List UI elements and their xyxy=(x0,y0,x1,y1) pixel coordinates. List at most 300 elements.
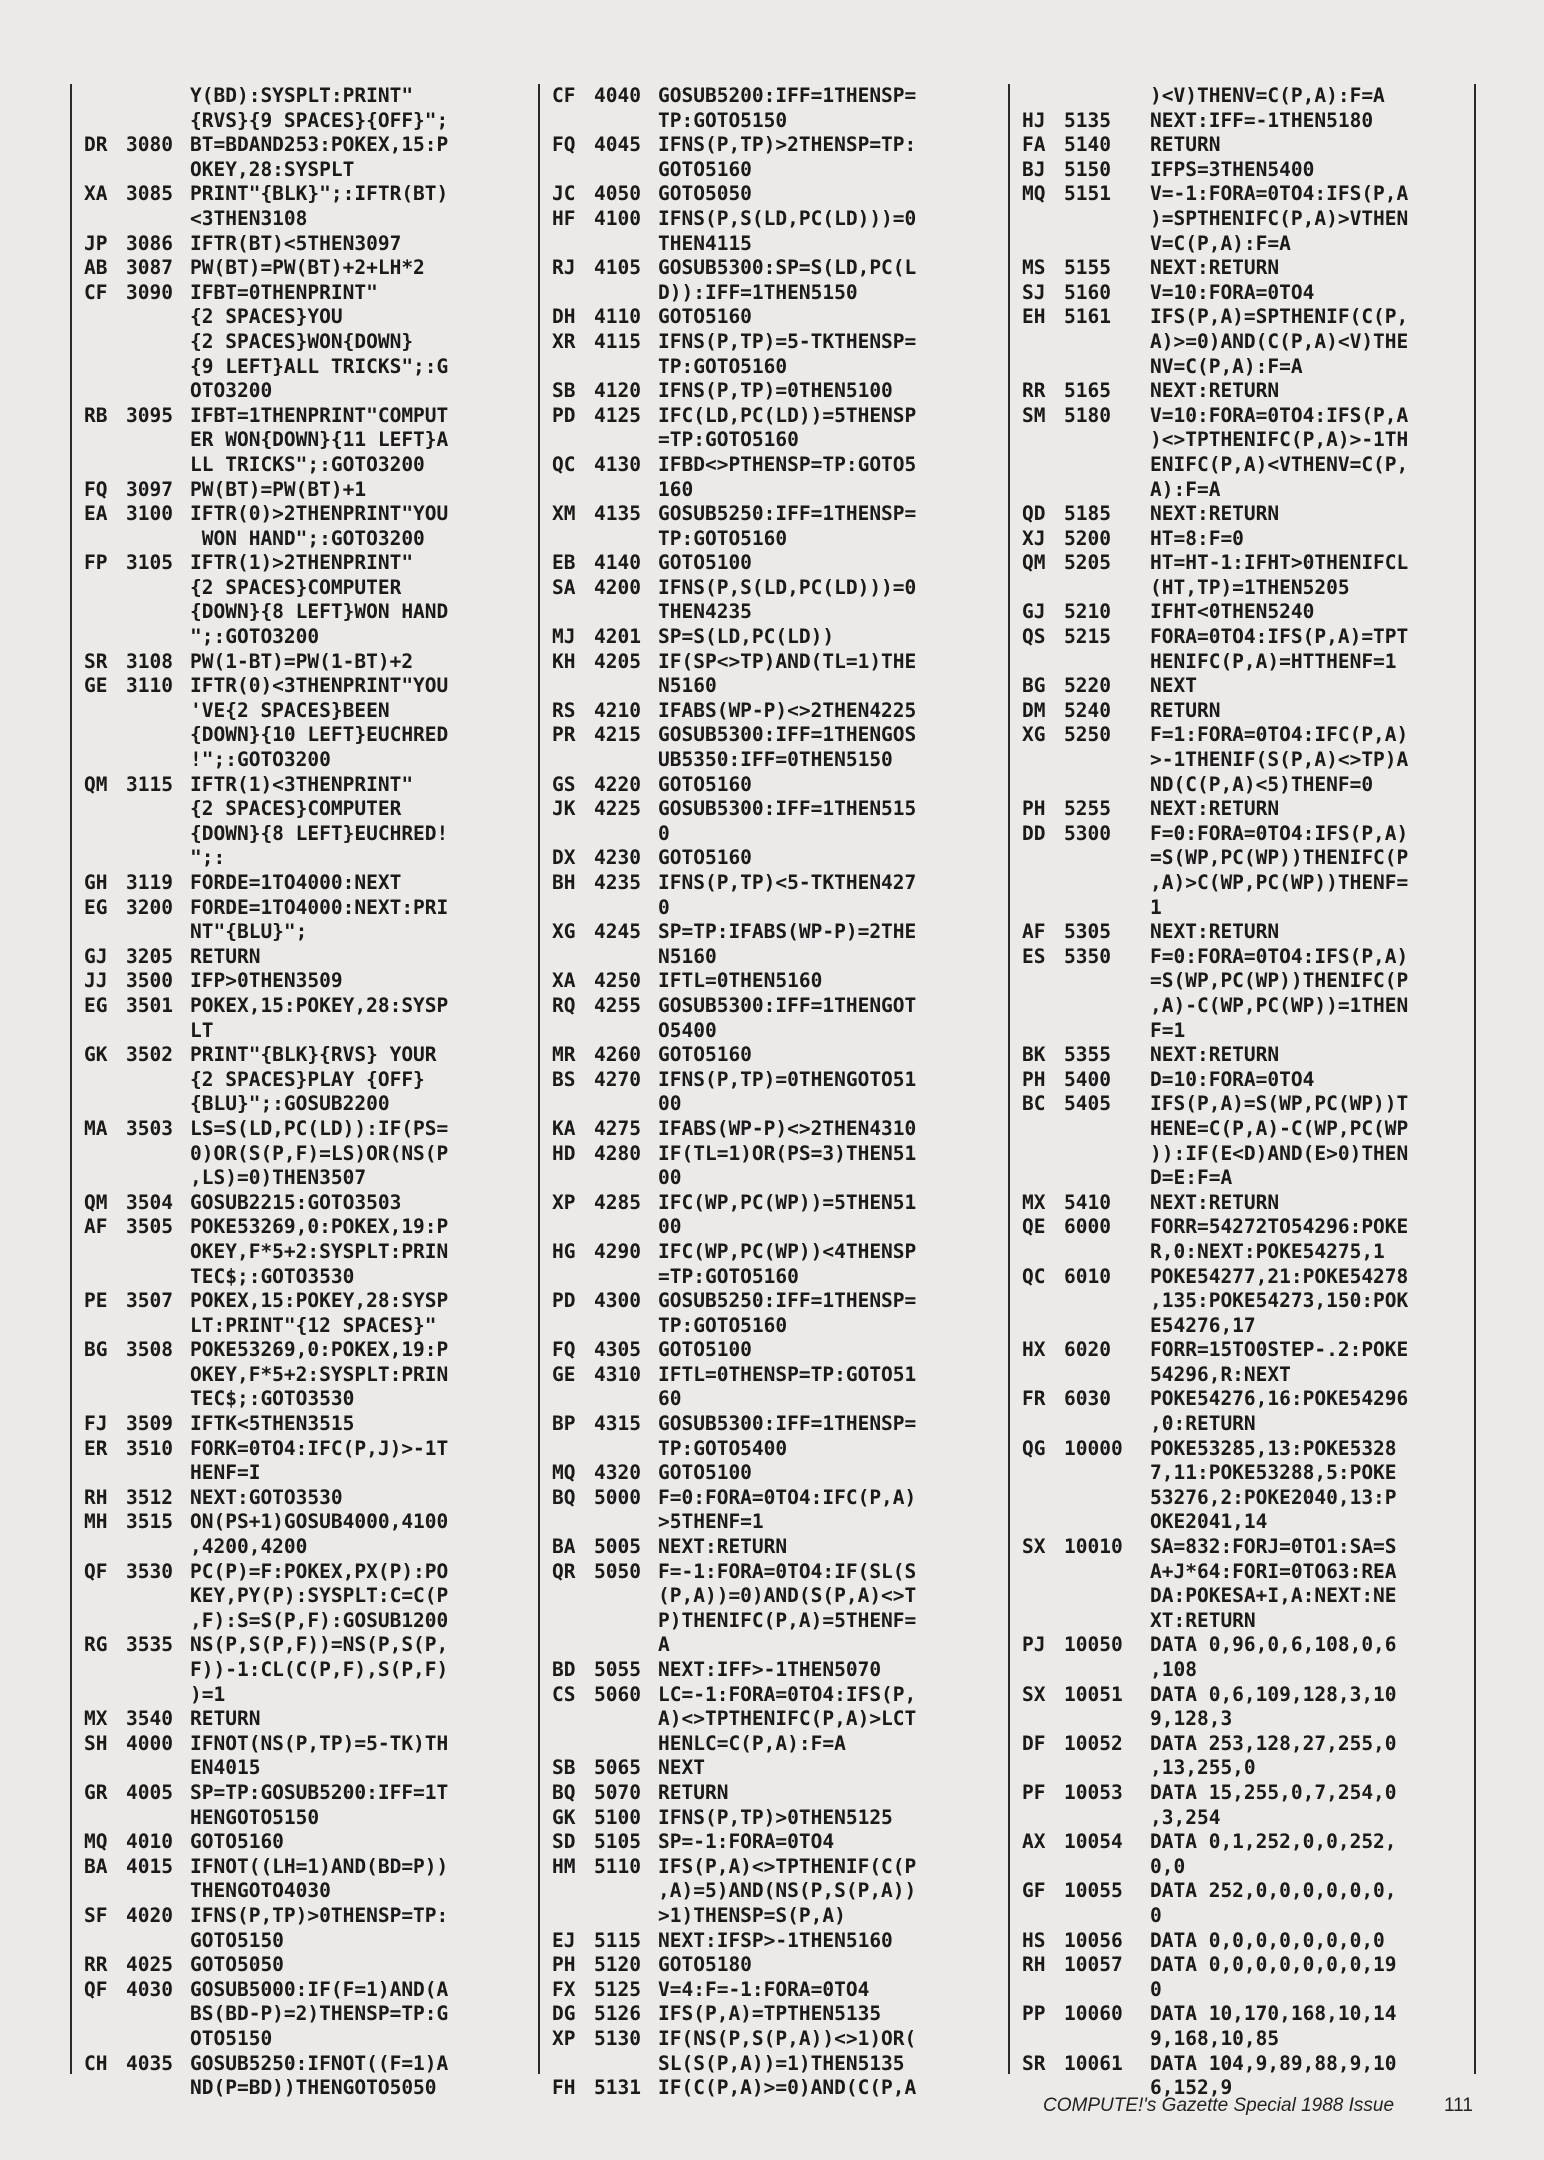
checksum-code: BA xyxy=(552,1535,576,1559)
listing-line xyxy=(552,84,992,133)
basic-statement: GOTO5180 xyxy=(658,1953,752,1977)
checksum-code: KH xyxy=(552,649,576,673)
basic-statement: IFNS(P,TP)<5-TKTHEN427 0 xyxy=(658,871,917,919)
basic-statement: IFS(P,A)=S(WP,PC(WP))T HENE=C(P,A)-C(WP,PC(WP )):IF(E<D)AND(E>0)THEN D=E:F=A xyxy=(1150,1092,1409,1190)
checksum-code: EA xyxy=(84,502,108,526)
basic-statement: DATA 0,0,0,0,0,0,0,19 0 xyxy=(1150,1953,1397,2001)
line-number: 4010 xyxy=(126,1830,173,1854)
column-rule-1 xyxy=(538,84,540,2074)
line-number: 3105 xyxy=(126,551,173,575)
line-number: 4030 xyxy=(126,1977,173,2001)
listing-line xyxy=(552,1117,992,1142)
basic-statement: POKE53269,0:POKEX,19:P OKEY,F*5+2:SYSPLT:PRIN TEC$;:GOTO3530 xyxy=(190,1215,449,1288)
checksum-code: SR xyxy=(1022,2051,1046,2075)
basic-statement: FORDE=1TO4000:NEXT xyxy=(190,871,402,894)
listing-column-1 xyxy=(84,84,524,2101)
checksum-code: RH xyxy=(1022,1953,1046,1977)
checksum-code: XG xyxy=(552,920,576,944)
basic-statement: F=0:FORA=0TO4:IFC(P,A) >5THENF=1 xyxy=(658,1485,917,1534)
column-rule-2 xyxy=(1008,84,1010,2074)
basic-statement: PW(BT)=PW(BT)+2+LH*2 xyxy=(190,256,425,280)
basic-statement: NEXT xyxy=(658,1756,705,1780)
line-number: 3508 xyxy=(126,1338,173,1362)
line-number: 5200 xyxy=(1064,526,1111,550)
line-number: 5220 xyxy=(1064,674,1111,698)
basic-statement: IFTR(1)>2THENPRINT" {2 SPACES}COMPUTER {DOWN}{8 LEFT}WON HAND ";:GOTO3200 xyxy=(190,551,449,649)
line-number: 3087 xyxy=(126,256,173,280)
listing-line xyxy=(1022,945,1472,1043)
line-number: 5350 xyxy=(1064,944,1111,968)
checksum-code: EB xyxy=(552,551,576,575)
line-number: 3100 xyxy=(126,502,173,526)
basic-statement: IF(C(P,A)>=0)AND(C(P,A xyxy=(658,2076,917,2100)
listing-line xyxy=(552,1068,992,1117)
line-number: 3510 xyxy=(126,1436,173,1460)
checksum-code: MQ xyxy=(1022,182,1046,206)
basic-statement: HT=HT-1:IFHT>0THENIFCL (HT,TP)=1THEN5205 xyxy=(1150,551,1409,599)
listing-line xyxy=(1022,797,1472,822)
line-number: 3119 xyxy=(126,871,173,894)
basic-statement: IFBT=0THENPRINT" {2 SPACES}YOU {2 SPACES}WON{DOWN} {9 LEFT}ALL TRICKS";:G OTO3200 xyxy=(190,280,449,403)
line-number: 10060 xyxy=(1064,2002,1123,2026)
checksum-code: CS xyxy=(552,1682,576,1706)
basic-statement: IFNS(P,TP)>0THEN5125 xyxy=(658,1805,893,1829)
listing-line xyxy=(1022,2002,1472,2051)
listing-line xyxy=(552,1756,992,1781)
checksum-code: JC xyxy=(552,182,576,206)
listing-line xyxy=(552,256,992,305)
basic-statement: POKEX,15:POKEY,28:SYSP LT xyxy=(190,993,449,1042)
checksum-code: HD xyxy=(552,1141,576,1165)
basic-statement: SA=832:FORJ=0TO1:SA=S A+J*64:FORI=0TO63:REA DA:POKESA+I,A:NEXT:NE XT:RETURN xyxy=(1150,1535,1397,1632)
basic-statement: GOTO5160 xyxy=(658,846,752,870)
line-number: 4300 xyxy=(594,1289,641,1313)
listing-line xyxy=(552,723,992,772)
line-number: 4210 xyxy=(594,698,641,722)
listing-line xyxy=(552,1929,992,1954)
basic-statement: GOTO5160 xyxy=(658,1043,752,1067)
basic-statement: GOSUB5300:IFF=1THENGOT O5400 xyxy=(658,993,917,1042)
line-number: 4280 xyxy=(594,1141,641,1165)
basic-statement: IFABS(WP-P)<>2THEN4225 xyxy=(658,698,917,722)
checksum-code: CF xyxy=(84,280,108,304)
line-number: 4135 xyxy=(594,502,641,526)
basic-statement: RETURN xyxy=(1150,698,1221,722)
line-number: 10000 xyxy=(1064,1436,1123,1460)
checksum-code: KA xyxy=(552,1116,576,1140)
checksum-code: SA xyxy=(552,575,576,599)
listing-line xyxy=(84,404,524,478)
basic-statement: NEXT:RETURN xyxy=(1150,502,1280,526)
line-number: 5050 xyxy=(594,1559,641,1583)
listing-line xyxy=(552,2027,992,2076)
checksum-code: JP xyxy=(84,231,108,255)
basic-statement: LS=S(LD,PC(LD)):IF(PS= 0)OR(S(P,F)=LS)OR(NS(P ,LS)=0)THEN3507 xyxy=(190,1116,449,1190)
listing-line xyxy=(552,1289,992,1338)
basic-statement: SP=S(LD,PC(LD)) xyxy=(658,625,835,649)
listing-line xyxy=(552,379,992,404)
checksum-code: QF xyxy=(84,1559,108,1583)
checksum-code: QS xyxy=(1022,625,1046,649)
listing-line xyxy=(84,502,524,551)
listing-line xyxy=(552,1338,992,1363)
checksum-code: XA xyxy=(84,182,108,206)
line-number: 4220 xyxy=(594,772,641,796)
checksum-code: BA xyxy=(84,1854,108,1878)
listing-line xyxy=(84,1338,524,1412)
line-number: 3505 xyxy=(126,1215,173,1239)
line-number: 5305 xyxy=(1064,920,1111,944)
line-number: 5140 xyxy=(1064,133,1111,157)
basic-statement: F=0:FORA=0TO4:IFS(P,A) =S(WP,PC(WP))THENIFC(P ,A)-C(WP,PC(WP))=1THEN F=1 xyxy=(1150,944,1409,1042)
line-number: 3512 xyxy=(126,1485,173,1509)
publication-footer: COMPUTE!'s Gazette Special 1988 Issue xyxy=(1043,2095,1395,2116)
checksum-code: HX xyxy=(1022,1338,1046,1362)
basic-statement: SP=-1:FORA=0TO4 xyxy=(658,1830,835,1854)
checksum-code: XM xyxy=(552,502,576,526)
line-number: 4120 xyxy=(594,379,641,403)
checksum-code: GS xyxy=(552,772,576,796)
listing-line xyxy=(1022,84,1472,109)
basic-statement: GOTO5050 xyxy=(658,182,752,206)
line-number: 3097 xyxy=(126,477,173,501)
checksum-code: MH xyxy=(84,1510,108,1534)
line-number: 4020 xyxy=(126,1903,173,1927)
checksum-code: BJ xyxy=(1022,157,1046,181)
listing-line xyxy=(552,453,992,502)
line-number: 5000 xyxy=(594,1485,641,1509)
line-number: 3501 xyxy=(126,993,173,1017)
checksum-code: XA xyxy=(552,969,576,993)
listing-line xyxy=(1022,527,1472,552)
listing-line xyxy=(1022,1437,1472,1535)
line-number: 4125 xyxy=(594,403,641,427)
line-number: 10055 xyxy=(1064,1879,1123,1903)
line-number: 4235 xyxy=(594,871,641,894)
listing-line xyxy=(84,773,524,871)
checksum-code: PF xyxy=(1022,1780,1046,1804)
basic-statement: GOTO5160 xyxy=(658,772,752,796)
line-number: 4040 xyxy=(594,84,641,107)
basic-statement: IF(NS(P,S(P,A))<>1)OR( SL(S(P,A))=1)THEN5135 xyxy=(658,2026,917,2075)
listing-line xyxy=(1022,1338,1472,1387)
checksum-code: QG xyxy=(1022,1436,1046,1460)
line-number: 4320 xyxy=(594,1461,641,1485)
listing-line xyxy=(84,650,524,675)
line-number: 4050 xyxy=(594,182,641,206)
line-number: 4225 xyxy=(594,797,641,821)
line-number: 3205 xyxy=(126,944,173,968)
line-number: 4305 xyxy=(594,1338,641,1362)
listing-line xyxy=(552,871,992,920)
basic-statement: IFBD<>PTHENSP=TP:GOTO5 160 xyxy=(658,452,917,501)
checksum-code: JJ xyxy=(84,969,108,993)
line-number: 4115 xyxy=(594,329,641,353)
checksum-code: DR xyxy=(84,133,108,157)
checksum-code: XJ xyxy=(1022,526,1046,550)
line-number: 4230 xyxy=(594,846,641,870)
line-number: 5205 xyxy=(1064,551,1111,575)
checksum-code: DD xyxy=(1022,821,1046,845)
checksum-code: MQ xyxy=(552,1461,576,1485)
checksum-code: AB xyxy=(84,256,108,280)
basic-statement: DATA 253,128,27,255,0 ,13,255,0 xyxy=(1150,1731,1397,1780)
checksum-code: MS xyxy=(1022,256,1046,280)
line-number: 4045 xyxy=(594,133,641,157)
listing-line xyxy=(552,2002,992,2027)
line-number: 10061 xyxy=(1064,2051,1123,2075)
listing-line xyxy=(1022,1953,1472,2002)
line-number: 5055 xyxy=(594,1658,641,1681)
checksum-code: EG xyxy=(84,993,108,1017)
listing-line xyxy=(552,1658,992,1683)
checksum-code: FP xyxy=(84,551,108,575)
line-number: 3090 xyxy=(126,280,173,304)
checksum-code: AF xyxy=(1022,920,1046,944)
line-number: 3086 xyxy=(126,231,173,255)
listing-line xyxy=(84,256,524,281)
basic-statement: GOTO5100 xyxy=(658,1338,752,1362)
checksum-code: RJ xyxy=(552,256,576,280)
basic-statement: V=10:FORA=0TO4:IFS(P,A )<>TPTHENIFC(P,A)>-1TH ENIFC(P,A)<VTHENV=C(P, A):F=A xyxy=(1150,403,1409,501)
basic-statement: PW(BT)=PW(BT)+1 xyxy=(190,477,367,501)
checksum-code: EJ xyxy=(552,1928,576,1952)
line-number: 5131 xyxy=(594,2076,641,2100)
listing-line xyxy=(84,1117,524,1191)
line-number: 5135 xyxy=(1064,108,1111,132)
checksum-code: SX xyxy=(1022,1535,1046,1559)
line-number: 5110 xyxy=(594,1854,641,1878)
checksum-code: PE xyxy=(84,1289,108,1313)
listing-line xyxy=(84,2052,524,2101)
listing-line xyxy=(84,1289,524,1338)
basic-statement: GOTO5160 xyxy=(658,305,752,329)
listing-line xyxy=(1022,182,1472,256)
basic-statement: DATA 104,9,89,88,9,10 6,152,9 xyxy=(1150,2051,1397,2100)
basic-statement: IFNS(P,TP)=0THENGOTO51 00 xyxy=(658,1067,917,1116)
line-number: 5065 xyxy=(594,1756,641,1780)
listing-line xyxy=(1022,1068,1472,1093)
line-number: 3500 xyxy=(126,969,173,993)
checksum-code: RH xyxy=(84,1485,108,1509)
checksum-code: RS xyxy=(552,698,576,722)
listing-line xyxy=(552,133,992,182)
listing-line xyxy=(1022,1092,1472,1190)
listing-line xyxy=(552,1363,992,1412)
basic-statement: V=-1:FORA=0TO4:IFS(P,A )=SPTHENIFC(P,A)>VTHEN V=C(P,A):F=A xyxy=(1150,182,1409,255)
checksum-code: SB xyxy=(552,379,576,403)
checksum-code: EH xyxy=(1022,305,1046,329)
line-number: 5120 xyxy=(594,1953,641,1977)
checksum-code: DX xyxy=(552,846,576,870)
checksum-code: HF xyxy=(552,206,576,230)
checksum-code: MR xyxy=(552,1043,576,1067)
line-number: 5300 xyxy=(1064,821,1111,845)
basic-statement: IFNOT(NS(P,TP)=5-TK)TH EN4015 xyxy=(190,1731,449,1780)
checksum-code: SX xyxy=(1022,1682,1046,1706)
line-number: 5165 xyxy=(1064,379,1111,403)
checksum-code: GJ xyxy=(1022,600,1046,624)
checksum-code: DF xyxy=(1022,1731,1046,1755)
checksum-code: BQ xyxy=(552,1485,576,1509)
checksum-code: MX xyxy=(84,1707,108,1731)
basic-statement: IFC(WP,PC(WP))<4THENSP =TP:GOTO5160 xyxy=(658,1239,917,1288)
checksum-code: FQ xyxy=(552,1338,576,1362)
line-number: 3200 xyxy=(126,895,173,919)
line-number: 3507 xyxy=(126,1289,173,1313)
basic-statement: PC(P)=F:POKEX,PX(P):PO KEY,PY(P):SYSPLT:C=C(P ,F):S=S(P,F):GOSUB1200 xyxy=(190,1559,449,1632)
listing-line xyxy=(552,1486,992,1535)
listing-line xyxy=(552,1855,992,1929)
listing-line xyxy=(84,1781,524,1830)
basic-statement: IFBT=1THENPRINT"COMPUT ER WON{DOWN}{11 LEFT}A LL TRICKS";:GOTO3200 xyxy=(190,403,449,476)
listing-line xyxy=(1022,1879,1472,1928)
listing-line xyxy=(1022,109,1472,134)
listing-line xyxy=(552,305,992,330)
line-number: 4315 xyxy=(594,1412,641,1436)
line-number: 3080 xyxy=(126,133,173,157)
left-margin-rule xyxy=(70,84,72,2074)
basic-statement: DATA 0,6,109,128,3,10 9,128,3 xyxy=(1150,1682,1397,1731)
listing-line xyxy=(84,1953,524,1978)
checksum-code: QD xyxy=(1022,502,1046,526)
listing-line xyxy=(84,674,524,772)
line-number: 5240 xyxy=(1064,698,1111,722)
listing-line xyxy=(1022,281,1472,306)
listing-line xyxy=(84,945,524,970)
basic-statement: LC=-1:FORA=0TO4:IFS(P, A)<>TPTHENIFC(P,A)>LCT HENLC=C(P,A):F=A xyxy=(658,1682,917,1755)
listing-line xyxy=(552,182,992,207)
line-number: 5105 xyxy=(594,1830,641,1854)
listing-column-2 xyxy=(552,84,992,2101)
basic-statement: IFS(P,A)<>TPTHENIF(C(P ,A)=5)AND(NS(P,S(P,A)) >1)THENSP=S(P,A) xyxy=(658,1854,917,1927)
checksum-code: DH xyxy=(552,305,576,329)
listing-line xyxy=(552,330,992,379)
checksum-code: PH xyxy=(1022,797,1046,821)
listing-line xyxy=(1022,920,1472,945)
basic-statement: IFABS(WP-P)<>2THEN4310 xyxy=(658,1116,917,1140)
line-number: 3115 xyxy=(126,772,173,796)
basic-statement: PW(1-BT)=PW(1-BT)+2 xyxy=(190,649,414,673)
basic-statement: PRINT"{BLK}{RVS} YOUR {2 SPACES}PLAY {OFF} {BLU}";:GOSUB2200 xyxy=(190,1043,437,1116)
line-number: 5151 xyxy=(1064,182,1111,206)
line-number: 6030 xyxy=(1064,1387,1111,1411)
checksum-code: QR xyxy=(552,1559,576,1583)
checksum-code: AX xyxy=(1022,1830,1046,1854)
basic-statement: FORR=54272TO54296:POKE R,0:NEXT:POKE54275,1 xyxy=(1150,1215,1409,1263)
basic-statement: IFNS(P,S(LD,PC(LD)))=0 THEN4235 xyxy=(658,575,917,624)
line-number: 4015 xyxy=(126,1854,173,1878)
line-number: 5060 xyxy=(594,1682,641,1706)
line-number: 5005 xyxy=(594,1535,641,1559)
listing-line xyxy=(1022,625,1472,674)
checksum-code: XG xyxy=(1022,723,1046,747)
checksum-code: XP xyxy=(552,1190,576,1214)
line-number: 4285 xyxy=(594,1190,641,1214)
listing-line xyxy=(552,1978,992,2003)
line-number: 5070 xyxy=(594,1780,641,1804)
checksum-code: FH xyxy=(552,2076,576,2100)
basic-statement: NEXT:RETURN xyxy=(1150,379,1280,403)
checksum-code: ES xyxy=(1022,944,1046,968)
line-number: 3095 xyxy=(126,403,173,427)
checksum-code: SF xyxy=(84,1903,108,1927)
checksum-code: QE xyxy=(1022,1215,1046,1239)
line-number: 4100 xyxy=(594,206,641,230)
basic-statement: FORA=0TO4:IFS(P,A)=TPT HENIFC(P,A)=HTTHENF=1 xyxy=(1150,625,1409,673)
listing-line xyxy=(552,207,992,256)
basic-statement: POKE53269,0:POKEX,19:P OKEY,F*5+2:SYSPLT:PRIN TEC$;:GOTO3530 xyxy=(190,1338,449,1411)
basic-statement: GOSUB5300:IFF=1THENSP= TP:GOTO5400 xyxy=(658,1412,917,1460)
basic-statement: IFNS(P,TP)=0THEN5100 xyxy=(658,379,893,403)
checksum-code: RR xyxy=(1022,379,1046,403)
line-number: 3504 xyxy=(126,1190,173,1214)
checksum-code: MX xyxy=(1022,1190,1046,1214)
line-number: 10057 xyxy=(1064,1953,1123,1977)
line-number: 4215 xyxy=(594,723,641,747)
basic-statement: NEXT:IFSP>-1THEN5160 xyxy=(658,1928,893,1952)
listing-line xyxy=(1022,551,1472,600)
listing-line xyxy=(1022,1929,1472,1954)
basic-statement: NEXT:GOTO3530 xyxy=(190,1485,343,1509)
line-number: 4025 xyxy=(126,1953,173,1977)
basic-statement: NEXT xyxy=(1150,674,1197,698)
listing-line xyxy=(1022,674,1472,699)
listing-line xyxy=(1022,1265,1472,1339)
checksum-code: BS xyxy=(552,1067,576,1091)
checksum-code: QM xyxy=(1022,551,1046,575)
listing-line xyxy=(84,1830,524,1855)
line-number: 5405 xyxy=(1064,1092,1111,1116)
line-number: 6010 xyxy=(1064,1264,1111,1288)
basic-statement: V=10:FORA=0TO4 xyxy=(1150,280,1315,304)
checksum-code: QF xyxy=(84,1977,108,2001)
listing-line xyxy=(552,1953,992,1978)
line-number: 5355 xyxy=(1064,1043,1111,1067)
basic-statement: GOSUB5250:IFNOT((F=1)A ND(P=BD))THENGOTO5050 xyxy=(190,2051,449,2100)
basic-statement: IFTL=0THEN5160 xyxy=(658,969,823,993)
checksum-code: BQ xyxy=(552,1780,576,1804)
line-number: 5150 xyxy=(1064,157,1111,181)
listing-line xyxy=(84,182,524,231)
line-number: 10051 xyxy=(1064,1682,1123,1706)
checksum-code: SB xyxy=(552,1756,576,1780)
line-number: 5100 xyxy=(594,1805,641,1829)
listing-line xyxy=(1022,1535,1472,1633)
line-number: 5125 xyxy=(594,1977,641,2001)
basic-statement: FORK=0TO4:IFC(P,J)>-1T HENF=I xyxy=(190,1436,449,1485)
basic-statement: IF(SP<>TP)AND(TL=1)THE N5160 xyxy=(658,649,917,698)
basic-statement: IFNS(P,S(LD,PC(LD)))=0 THEN4115 xyxy=(658,206,917,255)
basic-statement: RETURN xyxy=(658,1780,729,1804)
line-number: 5126 xyxy=(594,2002,641,2026)
listing-line xyxy=(552,797,992,846)
basic-statement: IFC(LD,PC(LD))=5THENSP =TP:GOTO5160 xyxy=(658,403,917,452)
listing-line xyxy=(1022,1633,1472,1682)
line-number: 4130 xyxy=(594,452,641,476)
listing-line xyxy=(84,1904,524,1953)
line-number: 5210 xyxy=(1064,600,1111,624)
checksum-code: BP xyxy=(552,1412,576,1436)
line-number: 10054 xyxy=(1064,1830,1123,1854)
basic-statement: DATA 0,0,0,0,0,0,0,0 xyxy=(1150,1928,1385,1952)
listing-line xyxy=(84,232,524,257)
listing-line xyxy=(1022,600,1472,625)
line-number: 3530 xyxy=(126,1559,173,1583)
basic-statement: IFNOT((LH=1)AND(BD=P)) THENGOTO4030 xyxy=(190,1854,449,1903)
line-number: 3110 xyxy=(126,674,173,698)
listing-line xyxy=(84,871,524,896)
